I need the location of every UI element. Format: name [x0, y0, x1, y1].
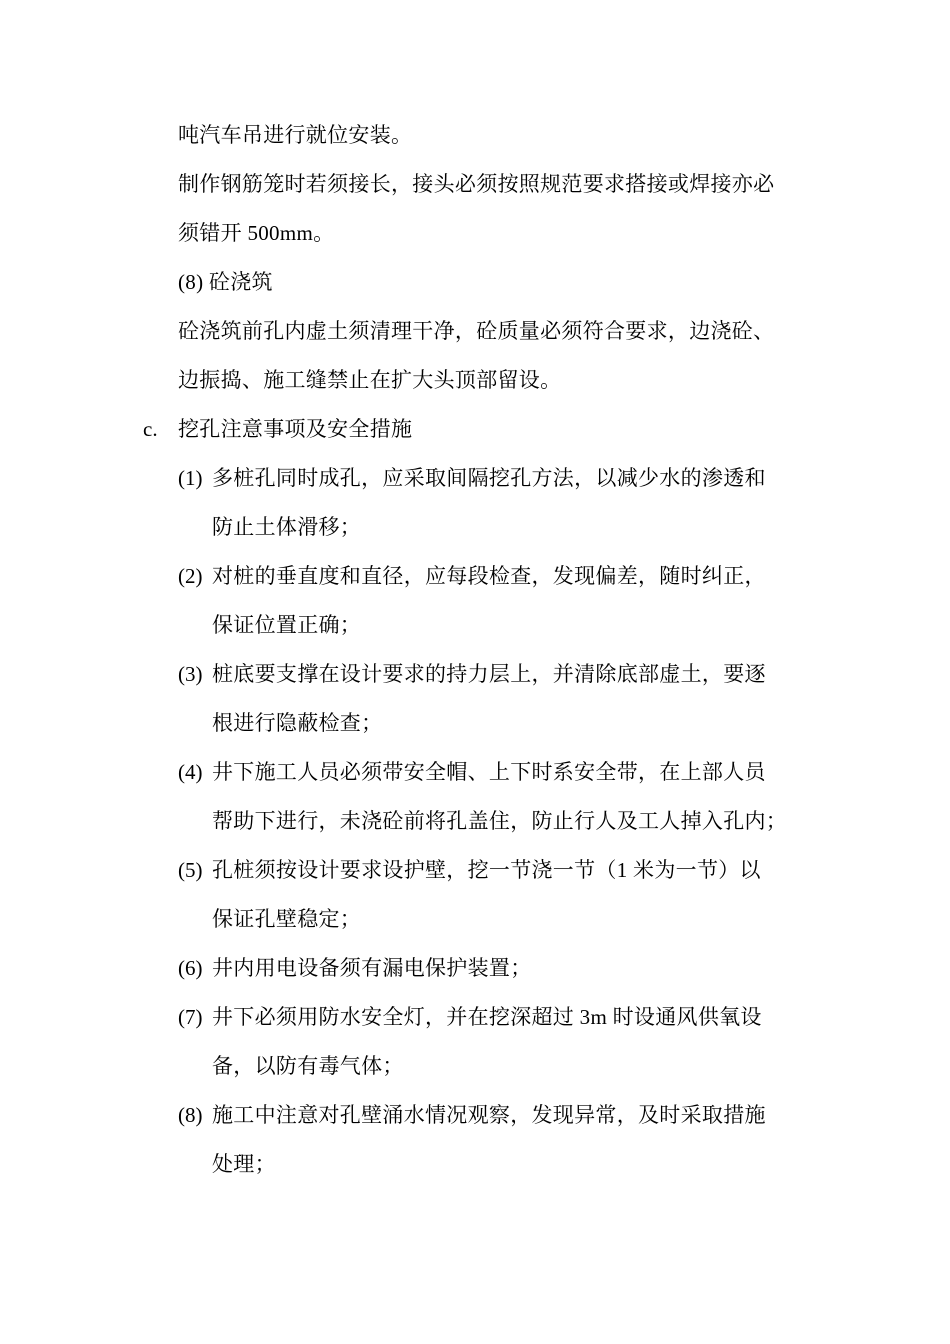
list-item-number: (1) — [178, 466, 203, 490]
list-item-text: 帮助下进行，未浇砼前将孔盖住，防止行人及工人掉入孔内； — [212, 809, 788, 833]
list-item-text: 保证位置正确； — [212, 613, 362, 637]
subheading: (8) 砼浇筑 — [178, 270, 273, 294]
list-item-text: 孔桩须按设计要求设护壁，挖一节浇一节（1 米为一节）以 — [212, 858, 761, 882]
list-item-text: 保证孔壁稳定； — [212, 907, 362, 931]
list-item-text: 多桩孔同时成孔，应采取间隔挖孔方法，以减少水的渗透和 — [212, 466, 766, 490]
list-item-number: (3) — [178, 662, 203, 686]
list-item-number: (2) — [178, 564, 203, 588]
list-item-number: (4) — [178, 760, 203, 784]
list-item-text: 井下施工人员必须带安全帽、上下时系安全带，在上部人员 — [212, 760, 766, 784]
list-item-number: (7) — [178, 1005, 203, 1029]
list-item-text: 处理； — [212, 1152, 276, 1176]
list-item-text: 防止土体滑移； — [212, 515, 362, 539]
list-item-text: 施工中注意对孔壁涌水情况观察，发现异常，及时采取措施 — [212, 1103, 766, 1127]
list-item-text: 备，以防有毒气体； — [212, 1054, 404, 1078]
list-item-text: 井下必须用防水安全灯，并在挖深超过 3m 时设通风供氧设 — [212, 1005, 762, 1029]
text-line: 砼浇筑前孔内虚土须清理干净，砼质量必须符合要求，边浇砼、 — [178, 319, 775, 343]
section-heading: 挖孔注意事项及安全措施 — [178, 417, 413, 441]
list-item-number: (5) — [178, 858, 203, 882]
list-item-text: 对桩的垂直度和直径，应每段检查，发现偏差，随时纠正， — [212, 564, 766, 588]
section-marker: c. — [143, 417, 158, 441]
text-line: 制作钢筋笼时若须接长，接头必须按照规范要求搭接或焊接亦必 — [178, 172, 775, 196]
list-item-text: 井内用电设备须有漏电保护装置； — [212, 956, 532, 980]
list-item-text: 桩底要支撑在设计要求的持力层上，并清除底部虚土，要逐 — [212, 662, 766, 686]
text-line: 吨汽车吊进行就位安装。 — [178, 123, 413, 147]
list-item-number: (8) — [178, 1103, 203, 1127]
list-item-text: 根进行隐蔽检查； — [212, 711, 383, 735]
list-item-number: (6) — [178, 956, 203, 980]
text-line: 须错开 500mm。 — [178, 221, 335, 245]
text-line: 边振捣、施工缝禁止在扩大头顶部留设。 — [178, 368, 562, 392]
